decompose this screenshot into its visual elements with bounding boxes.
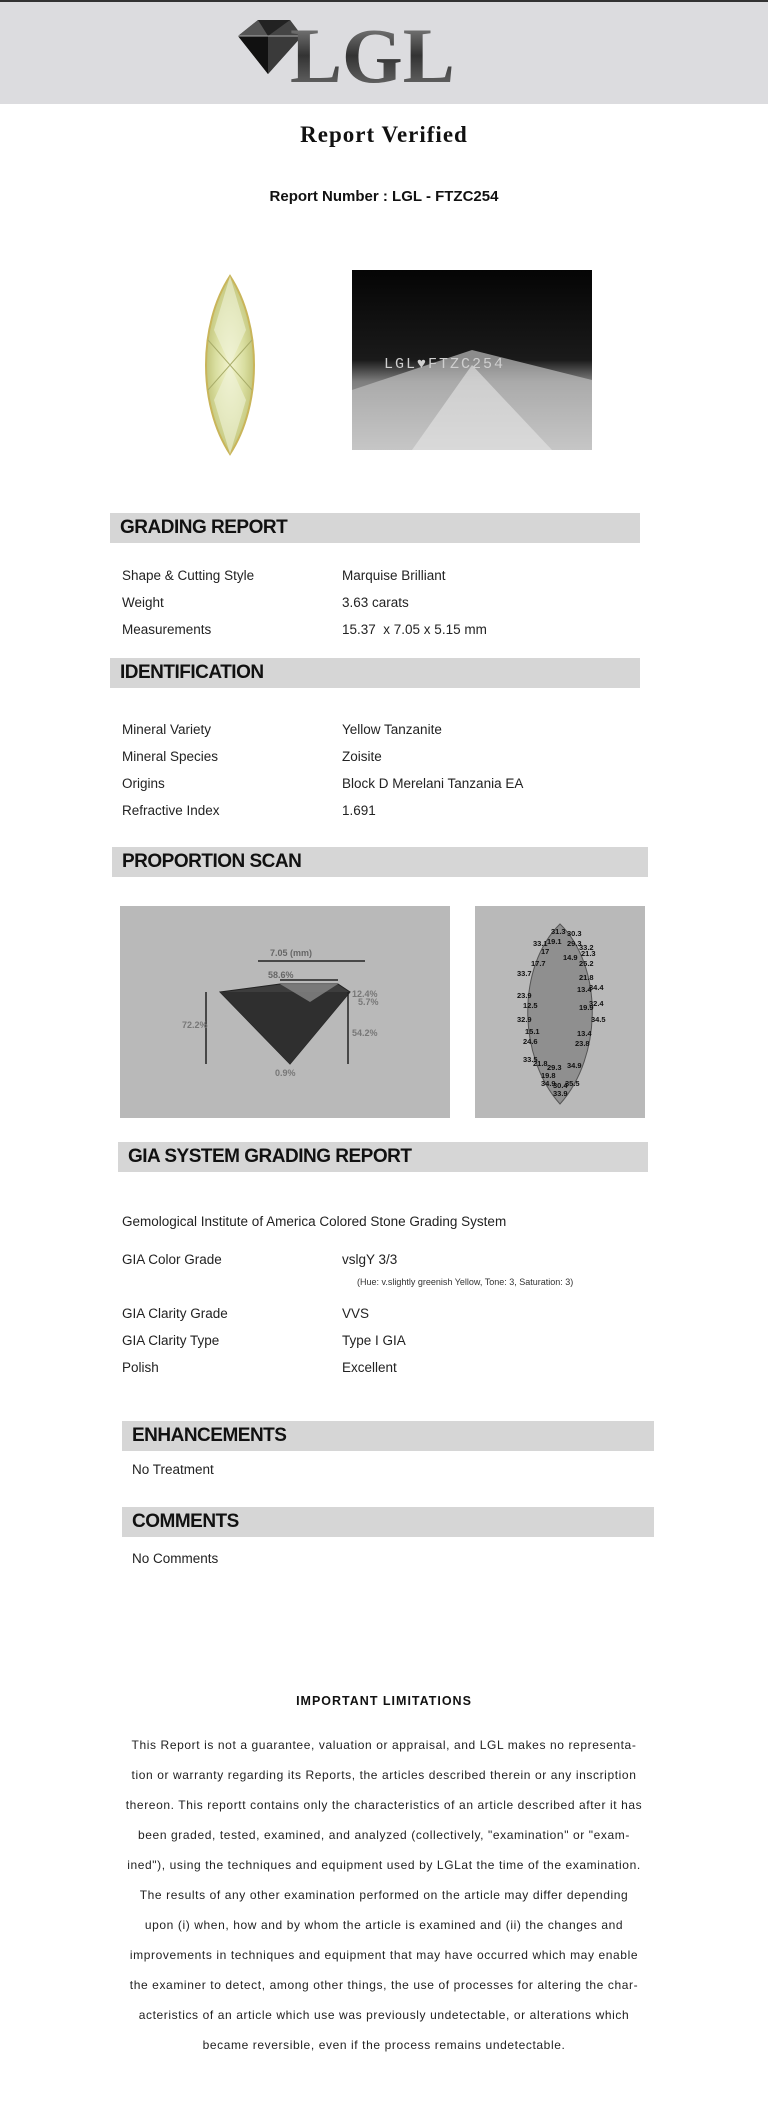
page-title: Report Verified — [300, 122, 468, 147]
ident-value-2: Block D Merelani Tanzania EA — [342, 776, 524, 791]
facet-label: 34.4 — [589, 983, 604, 992]
gia-value-0: VVS — [342, 1306, 370, 1321]
depth-label: 72.2% — [182, 1020, 208, 1030]
crown-label: 12.4% — [352, 989, 378, 999]
lgl-logo — [228, 14, 498, 96]
inscription-text: LGL♥FTZC254 — [384, 356, 506, 373]
grading-value-0: Marquise Brilliant — [342, 568, 446, 583]
enhancements-heading: ENHANCEMENTS — [122, 1421, 654, 1451]
facet-label: 33.7 — [517, 969, 532, 978]
facet-label: 13.4 — [577, 1029, 592, 1038]
facet-label: 21.8 — [579, 973, 594, 982]
identification-heading: IDENTIFICATION — [110, 658, 640, 688]
grading-label-1: Weight — [122, 595, 164, 610]
facet-label: 12.5 — [523, 1001, 538, 1010]
gia-system-text: Gemological Institute of America Colored Stone Grading System — [122, 1214, 507, 1229]
enhancements-text: No Treatment — [132, 1462, 214, 1477]
limitations-line-1: tion or warranty regarding its Reports, the articles described therein or any inscription — [131, 1768, 637, 1782]
ident-value-0: Yellow Tanzanite — [342, 722, 442, 737]
facet-label: 25.2 — [579, 959, 594, 968]
facet-label: 23.8 — [575, 1039, 590, 1048]
facet-label: 17.7 — [531, 959, 546, 968]
facet-label: 14.9 — [563, 953, 578, 962]
grading-label-0: Shape & Cutting Style — [122, 568, 255, 583]
gia-color-note: (Hue: v.slightly greenish Yellow, Tone: 3, Saturation: 3) — [357, 1277, 574, 1287]
limitations-line-7: improvements in techniques and equipment that may have occurred which may enable — [129, 1948, 639, 1962]
gia-value-1: Type I GIA — [342, 1333, 406, 1348]
facet-label: 34.9 — [567, 1061, 582, 1070]
facet-label: 29.3 — [547, 1063, 562, 1072]
gia-label-1: GIA Clarity Type — [122, 1333, 220, 1348]
limitations-line-8: the examiner to detect, among other things, the use of processes for altering the char- — [129, 1978, 639, 1992]
top-view-panel — [475, 906, 645, 1118]
limitations-line-6: upon (i) when, how and by whom the article is examined and (ii) the changes and — [144, 1918, 624, 1932]
grading-label-2: Measurements — [122, 622, 212, 637]
facet-label: 32.9 — [517, 1015, 532, 1024]
limitations-line-0: This Report is not a guarantee, valuation or appraisal, and LGL makes no representa- — [131, 1738, 637, 1752]
girdle-label: 5.7% — [358, 997, 379, 1007]
facet-label: 33.2 — [579, 943, 594, 952]
profile-view-panel — [120, 906, 450, 1118]
pavilion-label: 54.2% — [352, 1028, 378, 1038]
facet-label: 19.9 — [579, 1003, 594, 1012]
ident-label-2: Origins — [122, 776, 165, 791]
gia-label-0: GIA Clarity Grade — [122, 1306, 228, 1321]
grading-value-2: 15.37 x 7.05 x 5.15 mm — [342, 622, 487, 637]
limitations-line-3: been graded, tested, examined, and analyzed (collectively, "examination" or "exam- — [138, 1828, 630, 1842]
facet-label: 23.9 — [517, 991, 532, 1000]
limitations-line-10: became reversible, even if the process remains undetectable. — [202, 2038, 566, 2052]
ident-value-1: Zoisite — [342, 749, 382, 764]
limitations-heading: IMPORTANT LIMITATIONS — [296, 1694, 472, 1708]
table-label: 58.6% — [268, 970, 294, 980]
facet-label: 34.5 — [591, 1015, 606, 1024]
facet-label: 21.8 — [533, 1059, 548, 1068]
ident-label-1: Mineral Species — [122, 749, 219, 764]
grading-value-1: 3.63 carats — [342, 595, 409, 610]
facet-label: 34.9 — [541, 1079, 556, 1088]
width-label: 7.05 (mm) — [270, 948, 313, 958]
facet-label: 33.5 — [523, 1055, 538, 1064]
gia-color-value: vslgY 3/3 — [342, 1252, 398, 1267]
facet-label: 32.4 — [589, 999, 604, 1008]
limitations-line-2: thereon. This reportt contains only the characteristics of an article described after it has — [125, 1798, 643, 1812]
comments-text: No Comments — [132, 1551, 219, 1566]
culet-label: 0.9% — [275, 1068, 296, 1078]
proportion-scan-heading: PROPORTION SCAN — [112, 847, 648, 877]
gia-value-2: Excellent — [342, 1360, 397, 1375]
facet-label: 31.3 — [551, 927, 566, 936]
facet-label: 33.9 — [553, 1089, 568, 1098]
facet-label: 30.4 — [553, 1081, 568, 1090]
inscription-photo — [352, 270, 592, 450]
gemstone-photo — [134, 270, 326, 460]
facet-label: 19.8 — [541, 1071, 556, 1080]
facet-label: 30.3 — [567, 929, 582, 938]
report-number: Report Number : LGL - FTZC254 — [269, 188, 499, 205]
limitations-line-9: acteristics of an article which use was previously undetectable, or alterations which — [138, 2008, 630, 2022]
grading-report-heading: GRADING REPORT — [110, 513, 640, 543]
header-banner — [0, 2, 768, 104]
facet-label: 17 — [541, 947, 550, 956]
facet-label: 13.4 — [577, 985, 592, 994]
facet-label: 29.3 — [567, 939, 582, 948]
facet-label: 19.1 — [547, 937, 562, 946]
gia-heading: GIA SYSTEM GRADING REPORT — [118, 1142, 648, 1172]
comments-heading: COMMENTS — [122, 1507, 654, 1537]
facet-label: 35.5 — [565, 1079, 580, 1088]
gia-label-2: Polish — [122, 1360, 159, 1375]
logo-text: LGL — [290, 14, 455, 96]
ident-label-0: Mineral Variety — [122, 722, 212, 737]
gia-color-label: GIA Color Grade — [122, 1252, 222, 1267]
facet-label: 24.6 — [523, 1037, 538, 1046]
facet-label: 15.1 — [525, 1027, 540, 1036]
limitations-line-5: The results of any other examination performed on the article may differ depending — [139, 1888, 629, 1902]
facet-label: 33.1 — [533, 939, 548, 948]
facet-label: 21.3 — [581, 949, 596, 958]
ident-value-3: 1.691 — [342, 803, 376, 818]
ident-label-3: Refractive Index — [122, 803, 220, 818]
limitations-line-4: ined"), using the techniques and equipment used by LGLat the time of the examination. — [127, 1858, 641, 1872]
